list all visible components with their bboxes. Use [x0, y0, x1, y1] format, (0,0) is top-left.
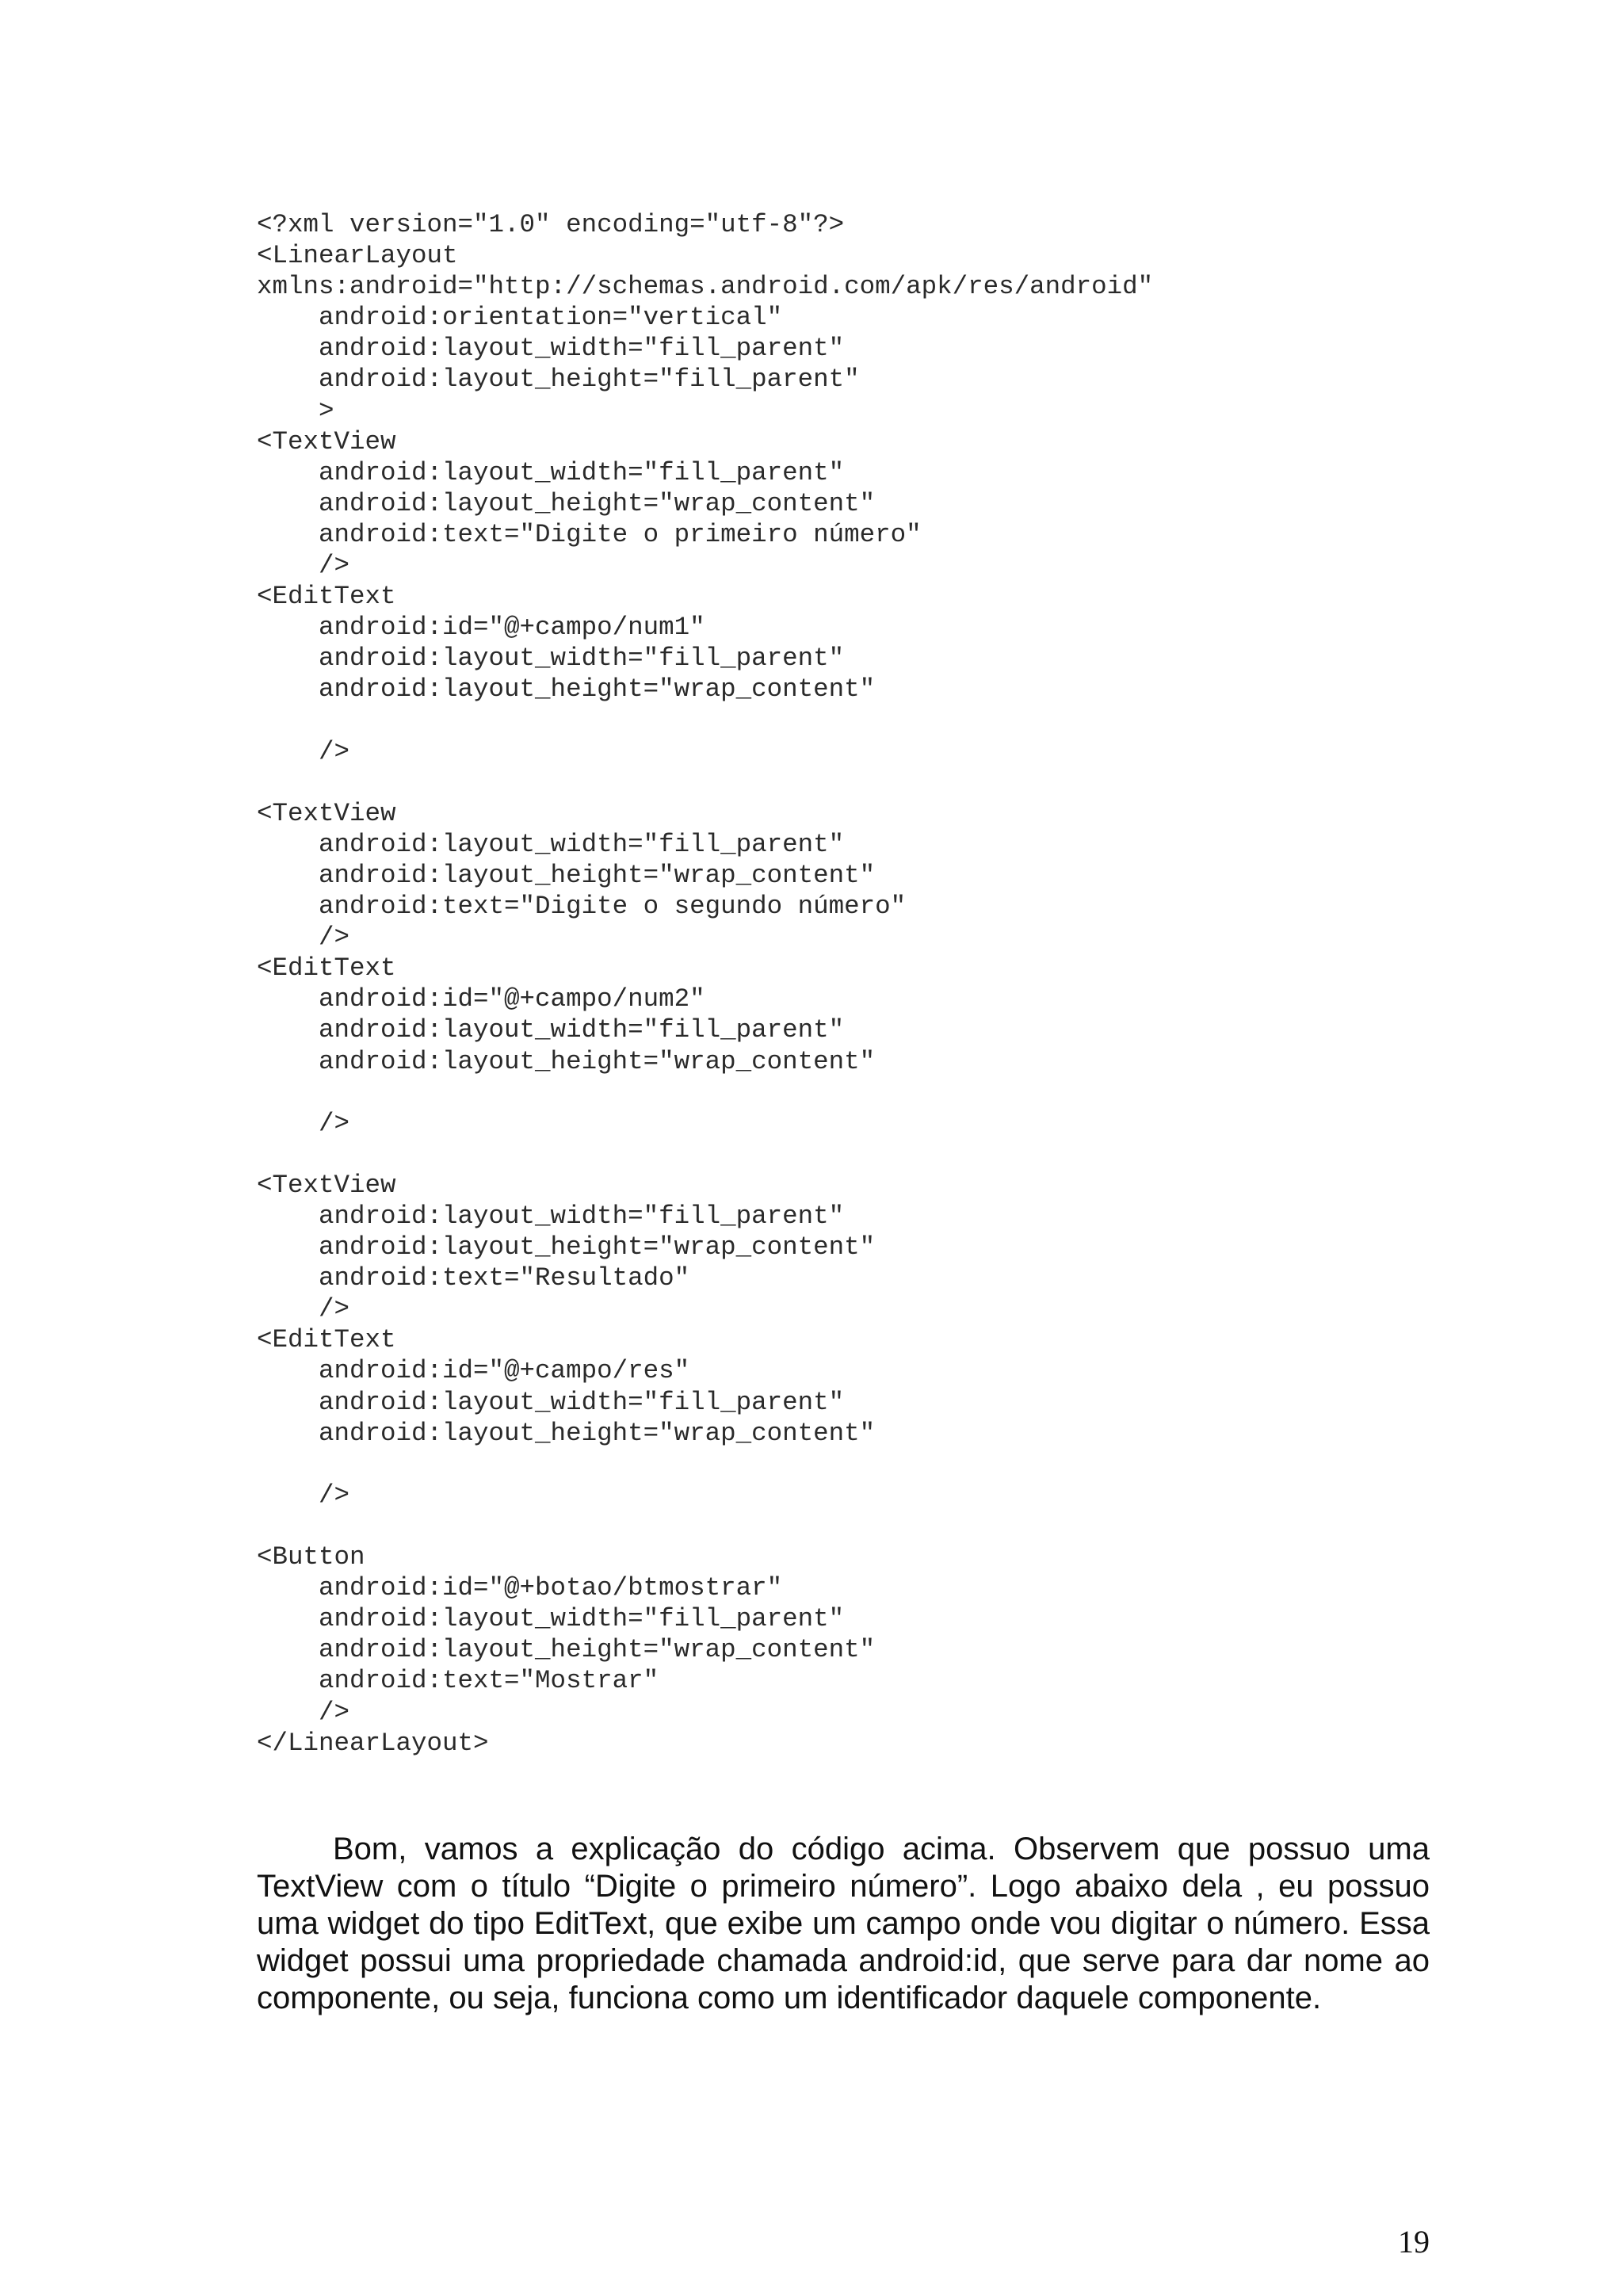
code-line: <EditText	[257, 953, 396, 984]
code-line: <EditText	[257, 582, 396, 612]
code-line: android:id="@+campo/num2"	[257, 984, 705, 1014]
code-line	[257, 705, 1153, 736]
code-line: </LinearLayout>	[257, 1728, 489, 1758]
code-line: android:layout_width="fill_parent"	[257, 1387, 845, 1417]
code-line	[257, 767, 1153, 798]
code-line: />	[257, 923, 350, 953]
code-line: >	[257, 395, 334, 426]
code-line: <?xml version="1.0" encoding="utf-8"?>	[257, 210, 845, 239]
explanation-paragraph: Bom, vamos a explicação do código acima. Observem que possuo uma TextView com o título “Digite o primeiro número”. Logo abaixo dela , eu possuo uma widget do tipo EditText, que exibe um campo onde vou digitar o número. Essa widget possui uma propriedade chamada android:id, que serve para dar nome ao componente, ou seja, funciona como um identificador daquele componente.	[257, 1832, 1430, 2015]
code-line: />	[257, 551, 350, 581]
code-line: android:layout_height="wrap_content"	[257, 1635, 876, 1665]
code-line: android:layout_height="wrap_content"	[257, 674, 876, 705]
code-line: android:layout_width="fill_parent"	[257, 829, 845, 859]
code-line: android:text="Digite o segundo número"	[257, 892, 907, 922]
code-line: android:layout_height="wrap_content"	[257, 1232, 876, 1263]
code-line: android:text="Digite o primeiro número"	[257, 519, 922, 549]
code-line: android:layout_width="fill_parent"	[257, 334, 845, 364]
code-line	[257, 1077, 1153, 1108]
page-number: 19	[1398, 2224, 1430, 2260]
code-line: <Button	[257, 1542, 365, 1572]
code-line: android:orientation="vertical"	[257, 303, 783, 333]
code-line: android:layout_height="wrap_content"	[257, 860, 876, 890]
code-line: android:text="Resultado"	[257, 1263, 690, 1293]
code-line: android:layout_width="fill_parent"	[257, 644, 845, 674]
code-line: android:layout_width="fill_parent"	[257, 1201, 845, 1231]
code-line: />	[257, 1294, 350, 1324]
code-line	[257, 1449, 1153, 1480]
code-line: <TextView	[257, 798, 396, 828]
code-line: android:layout_height="fill_parent"	[257, 365, 860, 395]
code-line: android:layout_width="fill_parent"	[257, 1604, 845, 1634]
code-line: <LinearLayout	[257, 241, 458, 271]
code-line: android:id="@+campo/num1"	[257, 613, 705, 643]
code-line: android:layout_height="wrap_content"	[257, 1418, 876, 1448]
code-line: android:layout_height="wrap_content"	[257, 1046, 876, 1076]
code-line: />	[257, 1480, 350, 1510]
xml-code-block	[257, 209, 1153, 1759]
code-line: <TextView	[257, 1170, 396, 1200]
code-line: <TextView	[257, 426, 396, 457]
code-line: android:text="Mostrar"	[257, 1666, 659, 1696]
code-line: android:layout_width="fill_parent"	[257, 457, 845, 487]
code-line: android:layout_width="fill_parent"	[257, 1015, 845, 1045]
code-line: android:id="@+campo/res"	[257, 1356, 690, 1386]
code-line	[257, 1511, 1153, 1541]
code-line	[257, 1139, 1153, 1170]
code-line: />	[257, 1108, 350, 1138]
code-line: xmlns:android="http://schemas.android.com/apk/res/android"	[257, 272, 1154, 302]
code-line: android:layout_height="wrap_content"	[257, 488, 876, 518]
code-line: <EditText	[257, 1325, 396, 1355]
code-line: android:id="@+botao/btmostrar"	[257, 1573, 783, 1603]
code-line: />	[257, 1697, 350, 1727]
code-line: />	[257, 736, 350, 766]
